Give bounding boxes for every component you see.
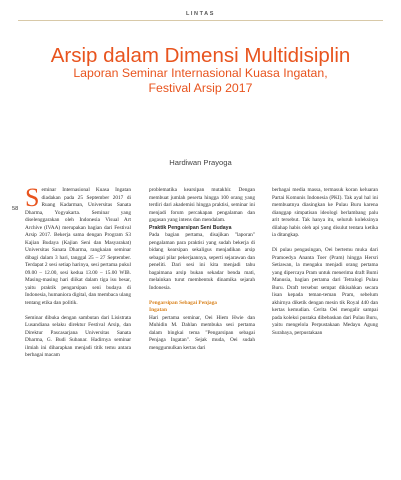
page-number: 58 bbox=[12, 206, 19, 212]
paragraph: problematika kearsipan mutakhir. Dengan membuat jumlah peserta hingga 100 orang yang terdiri dari akademisi hingga praktisi, seminar ini menjadi forum percakapan pengalaman dan gagasan yang intens dan mendalam. bbox=[149, 187, 255, 223]
text-column-3 bbox=[272, 187, 378, 477]
paragraph: Di pulau pengasingan, Oei bertemu muka dari Pramoedya Ananta Toer (Pram) hingga Hersri Setiawan, la mengaku menjadi orang pertama yang dipercaya Pram untuk menerima draft Bumi Manusia, bagian pertama dari Tetralogi Pulau Buru. Draft tersebut sempat dikisahkan secara lisan kepada teman-teman Pram, sebelum akhirnya diketik dengan mesin tik Royal 440 dan kertas kemudian. Cerita Oei mengalir sampai pada koleksi pustaka dibebaskan dari Pulau Buru, yaitu mengelola Perpustakaan Medayu Agung Surabaya, perpustakaan bbox=[272, 247, 378, 336]
text-column-2 bbox=[149, 187, 255, 477]
section-heading: Praktik Pengarsipan Seni Budaya bbox=[149, 224, 232, 231]
header-rule bbox=[18, 20, 383, 21]
intro-paragraph bbox=[25, 187, 131, 307]
drop-cap: S bbox=[25, 187, 40, 212]
paragraph: Hari pertama seminar, Oei Hiem Hwie dan Muhidin M. Dahlan membuka sesi pertama dalam bingkai tema "Pengarsipan sebagai Penjaga Ingatan". Sejak muda, Oei sudah menggumulkan kertas dari bbox=[149, 314, 255, 351]
subtitle-line-2: Festival Arsip 2017 bbox=[148, 81, 253, 95]
paragraph: Pada bagian pertama, disajikan "laporan" pengalaman para praktisi yang sudah bekerja di bidang kearsipan sekaligus menjadikan arsip sebagai pilar pekerjaannya, seperti sejarawan dan peneliti. Dari sesi ini kita menjadi tahu bagaimana arsip bukan sekadar benda mati, melainkan turut membentuk dinamika sejarah Indonesia. bbox=[149, 232, 255, 291]
intro-text: eminar Internasional Kuasa Ingatan diadakan pada 25 September 2017 di Ruang Kadarman, Universitas Sanata Dharma, Yogyakarta. Seminar yang diselenggarakan oleh Indonesia Visual Art Archive (IVAA) merupakan bagian dari Festival Arsip 2017. Bekerja sama dengan Program S3 Kajian Budaya (Kajian Seni dan Masyarakat) Universitas Sanata Dharma, rangkaian seminar dibagi dalam 3 hari, tanggal 25 – 27 September. Terdapat 2 sesi setiap harinya, sesi pertama pukul 09.00 – 12.00, sesi kedua 13.00 – 15.00 WIB. Masing-masing hari diikat dalam tiga isu besar, yaitu praktik pengarsipan seni budaya di Indonesia, humaniora digital, dan membaca ulang tentang etika dan politik. bbox=[25, 187, 131, 306]
author-name: Hardiwan Prayoga bbox=[169, 158, 232, 167]
subsection-heading-line-2: Ingatan bbox=[149, 307, 167, 313]
text-column-1 bbox=[25, 187, 131, 477]
paragraph: berbagai media massa, termasuk koran keluaran Partai Komunis Indonesia (PKI). Tak ayal hal ini membuatnya diasingkan ke Pulau Buru karena dianggap simpatisan ideologi berlambang palu arit tersebut. Tak hanya itu, seluruh koleksinya dilahap habis oleh api yang disulut tentara ketika ia ditangkap. bbox=[272, 187, 378, 238]
paragraph: Seminar dibuka dengan sambutan dari Lisistrata Lusandiana selaku direktur Festival Arsip, dan Direktur Pascasarjana Universitas Sanata Dharma, G. Budi Subanar. Hadirnya seminar ilmiah ini diharapkan menjadi titik temu antara berbagai macam bbox=[25, 314, 131, 358]
subsection-heading-line-1: Pengarsipan Sebagai Penjaga bbox=[149, 299, 217, 306]
article-title: Arsip dalam Dimensi Multidisiplin bbox=[50, 44, 351, 67]
article-subtitle bbox=[0, 66, 401, 96]
section-header: LINTAS bbox=[185, 11, 216, 17]
subtitle-line-1: Laporan Seminar Internasional Kuasa Ingatan, bbox=[73, 66, 328, 80]
